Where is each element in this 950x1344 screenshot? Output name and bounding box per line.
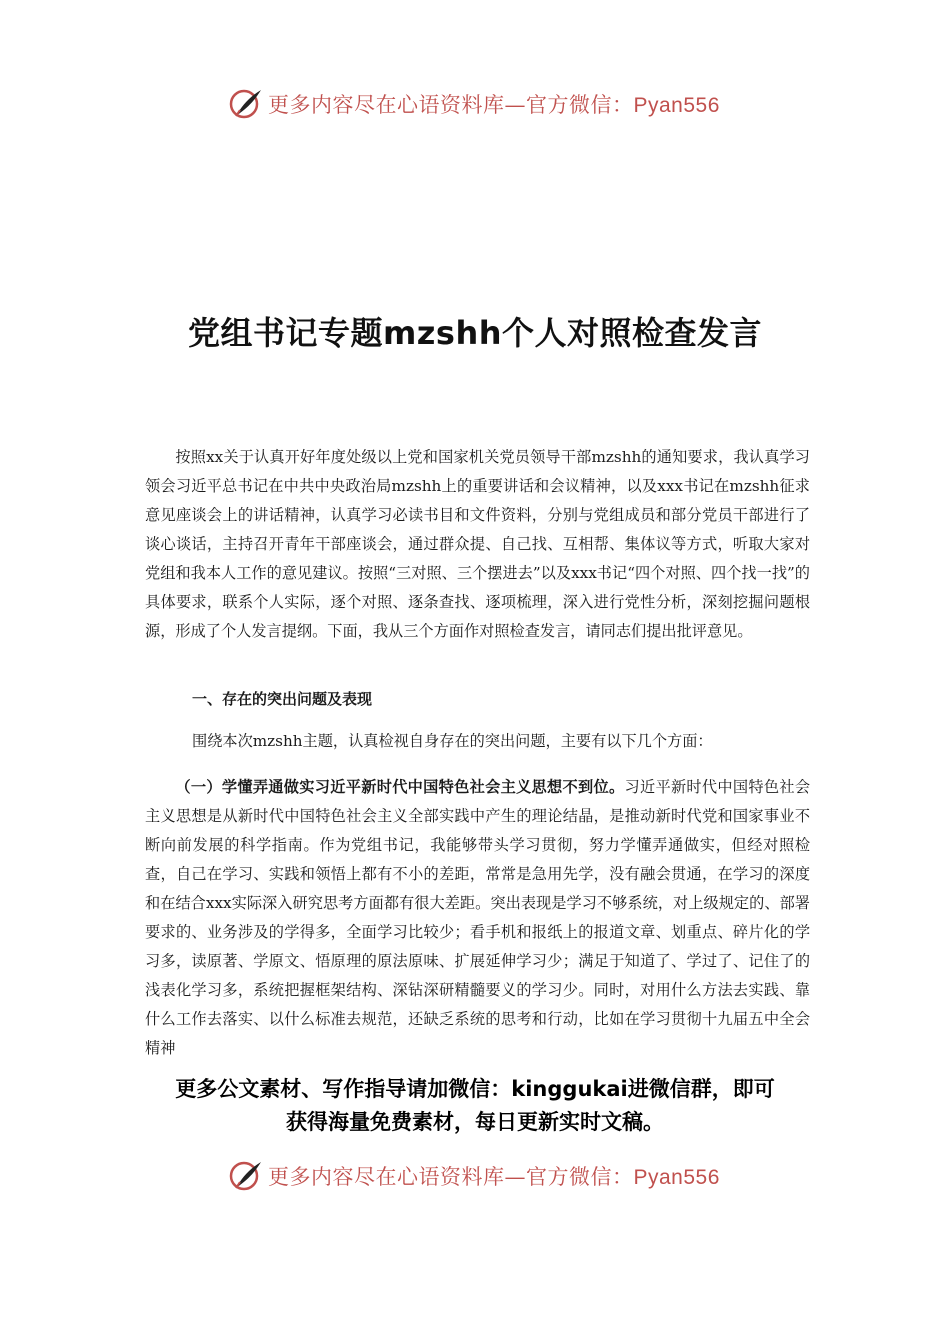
- header-banner: [228, 84, 728, 124]
- intro-paragraph: 按照xx关于认真开好年度处级以上党和国家机关党员领导干部mzshh的通知要求，我认真学习领会习近平总书记在中共中央政治局mzshh上的重要讲话和会议精神，以及xxx书记在mzshh征求意见座谈会上的讲话精神，认真学习必读书目和文件资料，分别与党组成员和部分党员干部进行了谈心谈话，主持召开青年干部座谈会，通过群众提、自己找、互相帮、集体议等方式，听取大家对党组和我本人工作的意见建议。按照“三对照、三个摆进去”以及xxx书记“四个对照、四个找一找”的具体要求，联系个人实际，逐个对照、逐条查找、逐项梳理，深入进行党性分析，深刻挖掘问题根源，形成了个人发言提纲。下面，我从三个方面作对照检查发言，请同志们提出批评意见。: [145, 448, 810, 640]
- item1-body: 习近平新时代中国特色社会主义思想是从新时代中国特色社会主义全部实践中产生的理论结晶，是推动新时代党和国家事业不断向前发展的科学指南。作为党组书记，我能够带头学习贯彻，努力学懂弄通做实，但经对照检查，自己在学习、实践和领悟上都有不小的差距，常常是急用先学，没有融会贯通，在学习的深度和在结合xxx实际深入研究思考方面都有很大差距。突出表现是学习不够系统，对上级规定的、部署要求的、业务涉及的学得多，全面学习比较少；看手机和报纸上的报道文章、划重点、碎片化的学习多，读原著、学原文、悟原理的原法原味、扩展延伸学习少；满足于知道了、学过了、记住了的浅表化学习多，系统把握框架结构、深钻深研精髓要义的学习少。同时，对用什么方法去实践、靠什么工作去落实、以什么标准去规范，还缺乏系统的思考和行动，比如在学习贯彻十九届五中全会精神: [145, 778, 811, 1057]
- page-title: 党组书记专题mzshh个人对照检查发言: [187, 314, 763, 352]
- item1-paragraph: [145, 773, 810, 1063]
- header-wechat-id: Pyan556: [633, 94, 720, 117]
- section1-lead: 围绕本次mzshh主题，认真检视自身存在的突出问题，主要有以下几个方面：: [192, 732, 713, 750]
- quill-logo-icon: [228, 1158, 264, 1194]
- footer-banner-text: 更多内容尽在心语资料库—官方微信：Pyan556: [268, 1165, 720, 1189]
- quill-logo-icon: [228, 86, 264, 122]
- promo-line-2: 获得海量免费素材，每日更新实时文稿。: [286, 1110, 664, 1134]
- section1-heading: 一、存在的突出问题及表现: [192, 690, 373, 708]
- item1-heading: （一）学懂弄通做实习近平新时代中国特色社会主义思想不到位。: [175, 778, 625, 796]
- footer-wechat-id: Pyan556: [633, 1166, 720, 1189]
- header-banner-text: 更多内容尽在心语资料库—官方微信：Pyan556: [268, 93, 720, 117]
- footer-banner: [228, 1156, 728, 1196]
- promo-block: [0, 1073, 950, 1139]
- promo-line-1: 更多公文素材、写作指导请加微信：kinggukai进微信群，即可: [175, 1077, 775, 1101]
